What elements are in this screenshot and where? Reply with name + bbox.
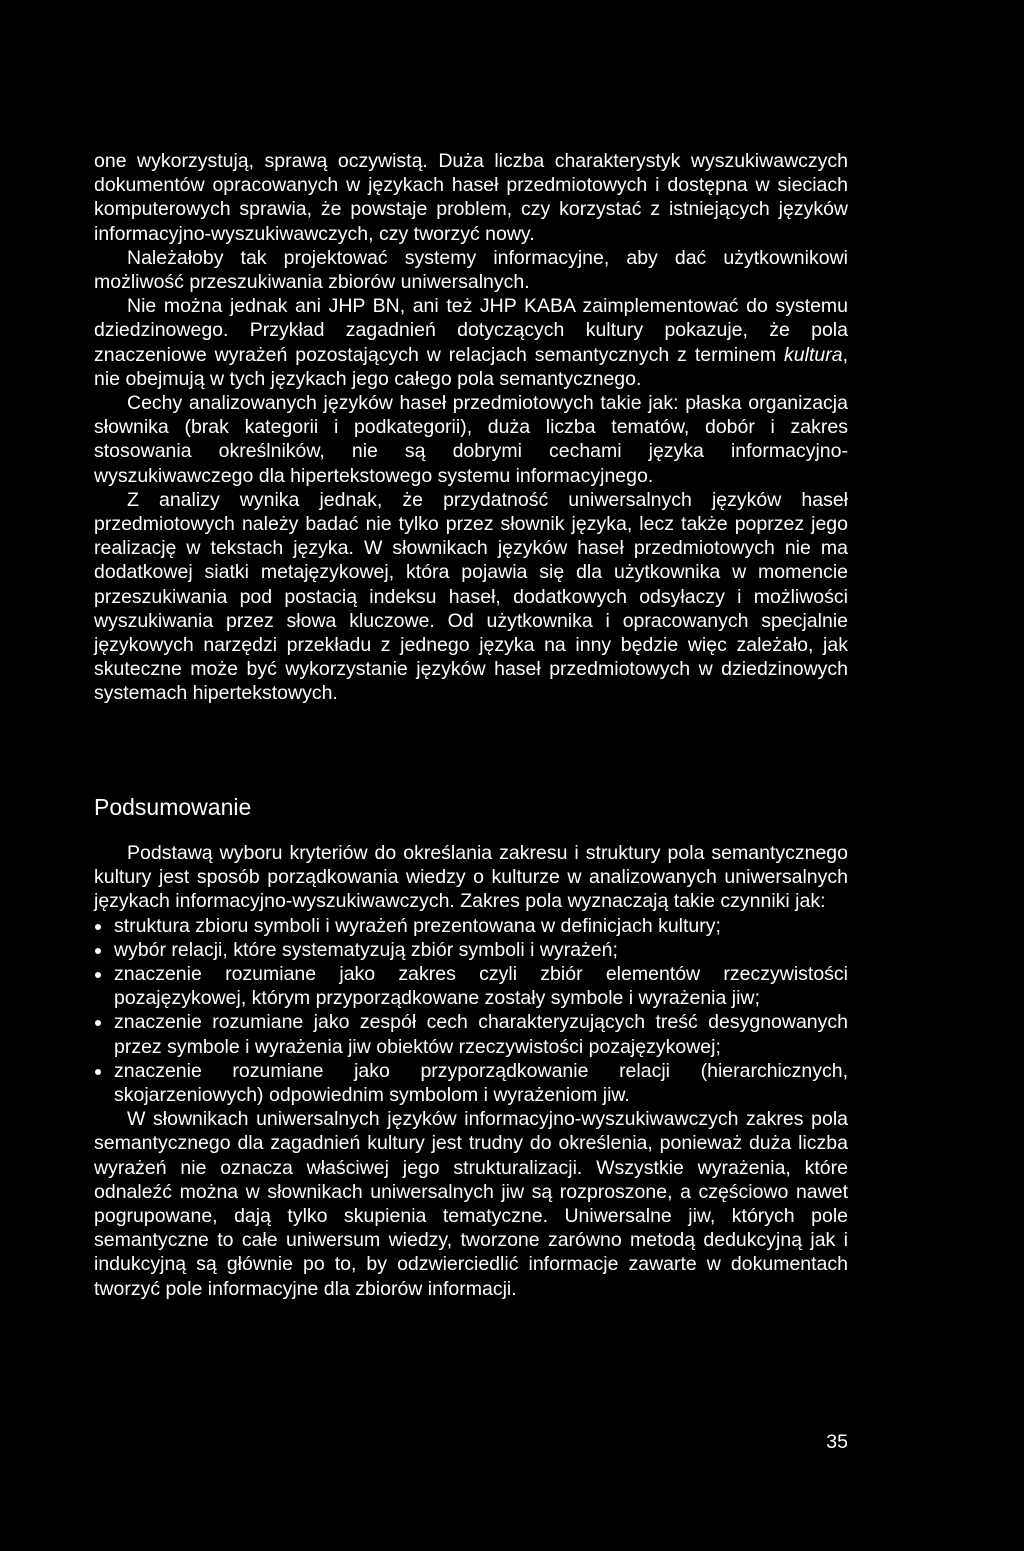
paragraph-culture-example-start: Nie można jednak ani JHP BN, ani też JHP KABA zaimplementować do systemu dziedzinowego. Przykład zagadnień dotyczących kultury pokazuje, że pola znaczeniowe wyrażeń pozostających w relacjach semantycznych z terminem	[94, 295, 848, 366]
page-number: 35	[826, 1431, 848, 1453]
summary-intro: Podstawą wyboru kryteriów do określania zakresu i struktury pola semantycznego kultury jest sposób porządkowania wiedzy o kulturze w analizowanych uniwersalnych językach informacyjno-wyszukiwawczych. Zakres pola wyznaczają takie czynniki jak:	[94, 842, 848, 913]
paragraph-continuation: one wykorzystują, sprawą oczywistą. Duża liczba charakterystyk wyszukiwawczych dokumentów opracowanych w językach haseł przedmiotowych i dostępna w sieciach komputerowych sprawia, że powstaje problem, czy korzystać z istniejących języków informacyjno-wyszukiwawczych, czy tworzyć nowy.	[94, 150, 848, 245]
list-item-text: wybór relacji, które systematyzują zbiór symboli i wyrażeń;	[114, 938, 618, 961]
bullet-icon	[95, 1069, 101, 1075]
criteria-list	[94, 914, 848, 1108]
list-item-text: znaczenie rozumiane jako zespół cech charakteryzujących treść desygnowanych przez symbole i wyrażenia jiw obiektów rzeczywistości pozajęzykowej;	[114, 1011, 848, 1058]
list-item-text: znaczenie rozumiane jako zakres czyli zbiór elementów rzeczywistości pozajęzykowej, którym przyporządkowane zostały symbole i wyrażenia jiw;	[114, 963, 848, 1010]
bullet-icon	[95, 924, 101, 930]
list-item	[94, 938, 848, 962]
body-text-summary	[94, 841, 848, 1301]
paragraph-culture-example-end: , nie obejmują w tych językach jego całego pola semantycznego.	[94, 343, 848, 390]
bullet-icon	[95, 948, 101, 954]
list-item-text: znaczenie rozumiane jako przyporządkowanie relacji (hierarchicznych, skojarzeniowych) odpowiednim symbolom i wyrażeniom jiw.	[114, 1059, 848, 1107]
list-item	[94, 962, 848, 1010]
list-item	[94, 1059, 848, 1107]
section-heading: Podsumowanie	[94, 794, 252, 820]
list-item	[94, 914, 848, 938]
summary-closing: W słownikach uniwersalnych języków informacyjno-wyszukiwawczych zakres pola semantycznego dla zagadnień kultury jest trudny do określenia, ponieważ duża liczba wyrażeń nie oznacza właściwej jego strukturalizacji. Wszystkie wyrażenia, które odnaleźć można w słownikach uniwersalnych jiw są rozproszone, a częściowo nawet pogrupowane, dają tylko skupienia tematyczne. Uniwersalne jiw, których pole semantyczne to całe uniwersum wiedzy, tworzone zarówno metodą dedukcyjną jak i indukcyjną są głównie po to, by odzwierciedlić informacje zawarte w dokumentach tworzyć pole informacyjne dla zbiorów informacji.	[94, 1108, 848, 1300]
paragraph-culture-example	[94, 294, 848, 391]
paragraph-user-search: Należałoby tak projektować systemy informacyjne, aby dać użytkownikowi możliwość przeszukiwania zbiorów uniwersalnych.	[94, 246, 848, 294]
list-item	[94, 1010, 848, 1058]
body-text-top	[94, 149, 848, 706]
bullet-icon	[95, 1020, 101, 1026]
paragraph-language-features: Cechy analizowanych języków haseł przedmiotowych takie jak: płaska organizacja słownika (brak kategorii i podkategorii), duża liczba tematów, dobór i zakres stosowania określników, nie są dobrymi cechami języka informacyjno-wyszukiwawczego dla hipertekstowego systemu informacyjnego.	[94, 392, 848, 487]
paragraph-analysis: Z analizy wynika jednak, że przydatność uniwersalnych języków haseł przedmiotowych należy badać nie tylko przez słownik języka, lecz także poprzez jego realizację w tekstach języka. W słownikach języków haseł przedmiotowych nie ma dodatkowej siatki metajęzykowej, która pojawia się dla użytkownika w momencie przeszukiwania pod postacią indeksu haseł, dodatkowych odsyłaczy i możliwości wyszukiwania przez słowa kluczowe. Od użytkownika i opracowanych specjalnie językowych narzędzi przekładu z jednego języka na inny będzie więc zależało, jak skuteczne może być wykorzystanie języków haseł przedmiotowych w dziedzinowych systemach hipertekstowych.	[94, 488, 848, 705]
term-kultura: kultura	[784, 343, 843, 366]
bullet-icon	[95, 972, 101, 978]
list-item-text: struktura zbioru symboli i wyrażeń prezentowana w definicjach kultury;	[114, 914, 721, 937]
